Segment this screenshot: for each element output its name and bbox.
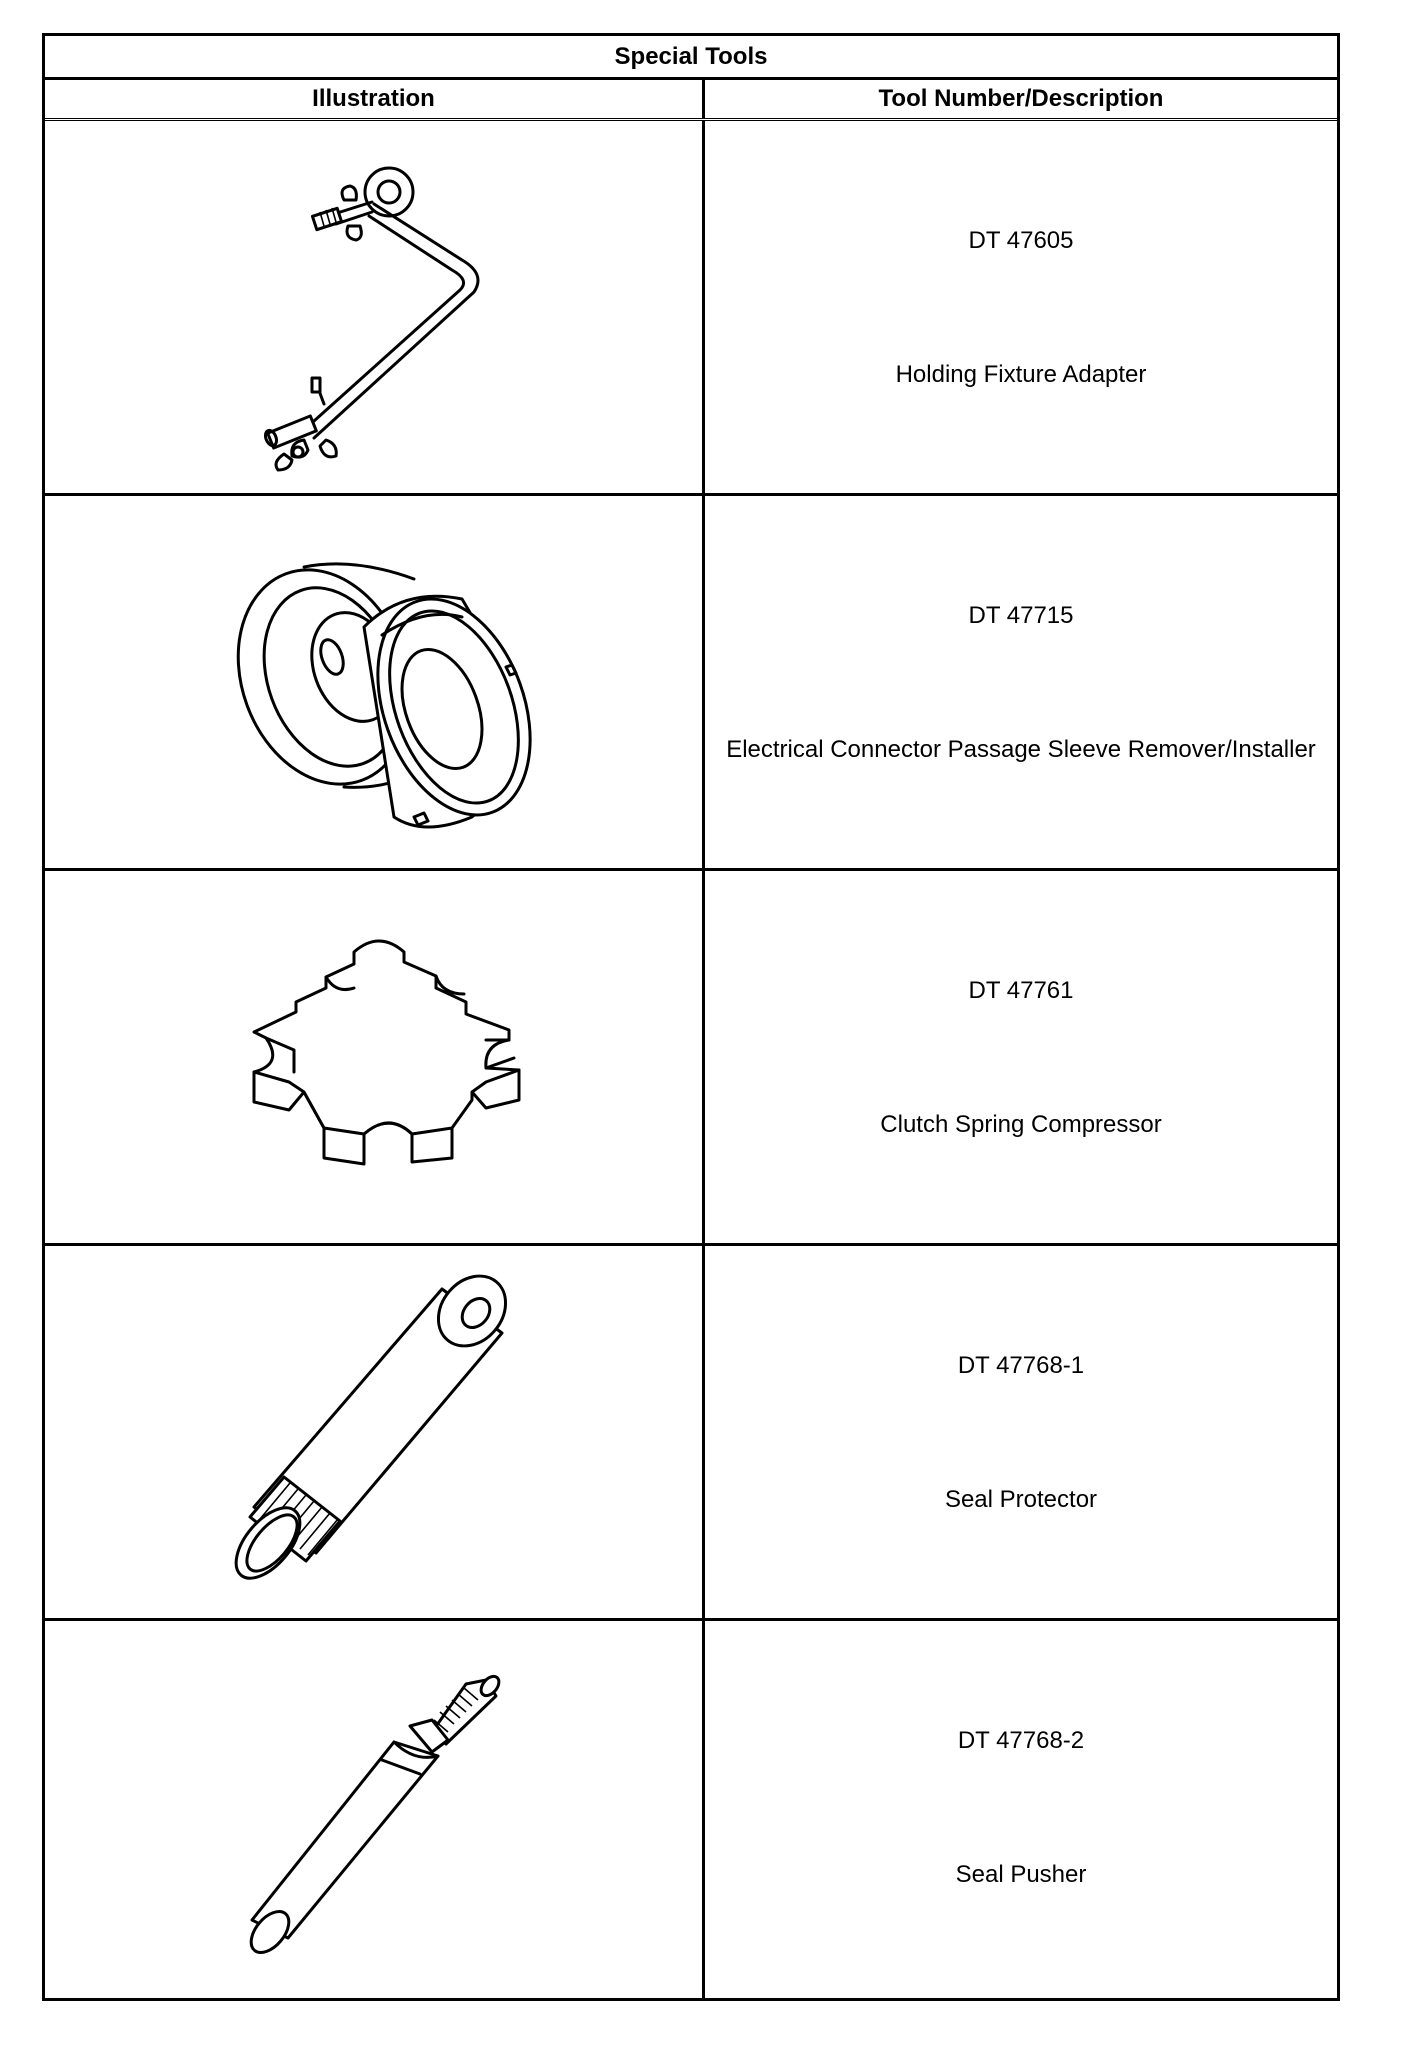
clutch-spring-compressor-illustration (214, 932, 534, 1182)
illustration-cell (45, 871, 705, 1243)
tool-number: DT 47768-2 (957, 1727, 1085, 1754)
seal-pusher-illustration (214, 1640, 534, 1980)
illustration-cell (45, 121, 705, 493)
tool-description: Clutch Spring Compressor (880, 1111, 1162, 1138)
tool-number: DT 47761 (968, 977, 1074, 1004)
tool-description: Seal Protector (944, 1486, 1098, 1513)
table-title: Special Tools (45, 36, 1337, 80)
tool-number: DT 47605 (968, 227, 1074, 254)
tool-info-cell (705, 1246, 1337, 1618)
tool-description: Seal Pusher (955, 1861, 1087, 1888)
table-row (45, 121, 1337, 496)
special-tools-table (42, 33, 1340, 2001)
tool-info-cell (705, 1621, 1337, 1998)
illustration-column-header: Illustration (45, 80, 705, 118)
seal-protector-illustration (214, 1267, 534, 1597)
tool-number: DT 47715 (968, 602, 1074, 629)
table-row (45, 1246, 1337, 1621)
illustration-cell (45, 496, 705, 868)
table-row (45, 1621, 1337, 1998)
tool-info-cell (705, 121, 1337, 493)
illustration-cell (45, 1621, 705, 1998)
tool-description: Holding Fixture Adapter (895, 361, 1147, 388)
tool-description: Electrical Connector Passage Sleeve Remover/Installer (726, 736, 1316, 763)
sleeve-remover-installer-illustration (214, 517, 534, 847)
table-row (45, 496, 1337, 871)
table-header-row (45, 80, 1337, 121)
tool-info-cell (705, 871, 1337, 1243)
tool-column-header: Tool Number/Description (878, 85, 1164, 112)
table-row (45, 871, 1337, 1246)
tool-number: DT 47768-1 (957, 1352, 1085, 1379)
illustration-cell (45, 1246, 705, 1618)
tool-info-cell (705, 496, 1337, 868)
holding-fixture-adapter-illustration (224, 142, 524, 472)
